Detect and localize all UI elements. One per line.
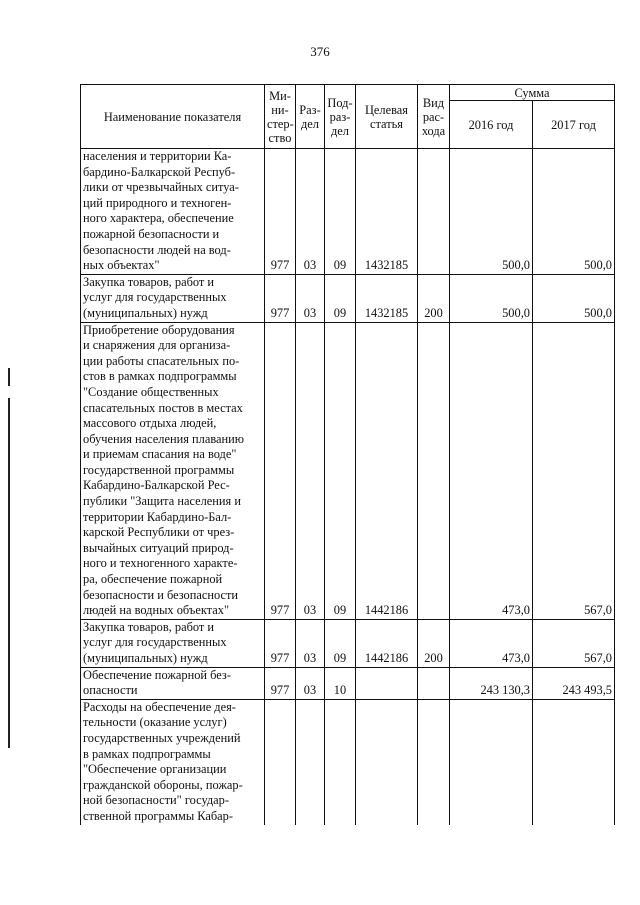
table-row [81, 274, 615, 322]
row-name: Обеспечение пожарной без- опасности [81, 667, 265, 699]
row-sum-2016: 500,0 [450, 274, 533, 322]
row-ministry: 977 [265, 149, 296, 275]
row-section: 03 [296, 619, 325, 667]
header-expense-type: Вид рас- хода [418, 85, 450, 149]
header-year-2016: 2016 год [450, 101, 533, 149]
row-name: Расходы на обеспечение дея- тельности (оказание услуг) государственных учреждений в рамках подпрограммы "Обеспечение организации гражданской обороны, пожар- ной безопасности" государ- ственной программы Кабар- [81, 699, 265, 824]
row-sum-2016: 500,0 [450, 149, 533, 275]
margin-mark [8, 398, 10, 748]
row-section [296, 699, 325, 824]
row-sum-2017 [533, 699, 615, 824]
row-ministry: 977 [265, 619, 296, 667]
row-sum-2017: 243 493,5 [533, 667, 615, 699]
row-sum-2016: 243 130,3 [450, 667, 533, 699]
row-subsection: 09 [325, 274, 356, 322]
margin-mark [8, 368, 10, 386]
header-year-2017: 2017 год [533, 101, 615, 149]
row-ministry: 977 [265, 667, 296, 699]
header-name: Наименование показателя [81, 85, 265, 149]
row-subsection: 10 [325, 667, 356, 699]
row-ministry: 977 [265, 274, 296, 322]
table-row [81, 322, 615, 619]
header-ministry: Ми- ни- стер- ство [265, 85, 296, 149]
row-sum-2016 [450, 699, 533, 824]
row-section: 03 [296, 322, 325, 619]
row-expense-type [418, 149, 450, 275]
row-target: 1442186 [356, 619, 418, 667]
row-sum-2017: 567,0 [533, 619, 615, 667]
row-section: 03 [296, 274, 325, 322]
row-sum-2017: 500,0 [533, 149, 615, 275]
row-expense-type: 200 [418, 619, 450, 667]
row-expense-type [418, 322, 450, 619]
row-subsection: 09 [325, 149, 356, 275]
table-row [81, 149, 615, 275]
row-target [356, 699, 418, 824]
row-target: 1432185 [356, 274, 418, 322]
budget-table [80, 84, 615, 825]
page-number: 376 [310, 44, 330, 59]
row-subsection [325, 699, 356, 824]
row-ministry: 977 [265, 322, 296, 619]
row-name: Приобретение оборудования и снаряжения для организа- ции работы спасательных по- стов в рамках подпрограммы "Создание общественных спасательных постов в местах массового отдыха людей, обучения населения плаванию и приемам спасания на воде" государственной программы Кабардино-Балкарской Рес- публики "Защита населения и территории Кабардино-Бал- карской Республики от чрез- вычайных ситуаций природ- ного и техногенного характе- ра, обеспечение пожарной безопасности и безопасности людей на водных объектах" [81, 322, 265, 619]
row-expense-type [418, 667, 450, 699]
header-sum: Сумма [450, 85, 615, 101]
row-sum-2017: 567,0 [533, 322, 615, 619]
row-target [356, 667, 418, 699]
row-ministry [265, 699, 296, 824]
row-section: 03 [296, 149, 325, 275]
row-expense-type [418, 699, 450, 824]
row-section: 03 [296, 667, 325, 699]
header-subsection: Под- раз- дел [325, 85, 356, 149]
row-name: Закупка товаров, работ и услуг для государственных (муниципальных) нужд [81, 274, 265, 322]
row-subsection: 09 [325, 619, 356, 667]
row-name: населения и территории Ка- бардино-Балкарской Респуб- лики от чрезвычайных ситуа- ций природного и техноген- ного характера, обеспечение пожарной безопасности и безопасности людей на вод- ных объектах" [81, 149, 265, 275]
header-section: Раз- дел [296, 85, 325, 149]
row-sum-2016: 473,0 [450, 322, 533, 619]
table-row [81, 699, 615, 824]
row-expense-type: 200 [418, 274, 450, 322]
row-subsection: 09 [325, 322, 356, 619]
row-sum-2017: 500,0 [533, 274, 615, 322]
row-sum-2016: 473,0 [450, 619, 533, 667]
table-row [81, 667, 615, 699]
header-target: Целевая статья [356, 85, 418, 149]
row-target: 1442186 [356, 322, 418, 619]
row-target: 1432185 [356, 149, 418, 275]
row-name: Закупка товаров, работ и услуг для государственных (муниципальных) нужд [81, 619, 265, 667]
table-row [81, 619, 615, 667]
